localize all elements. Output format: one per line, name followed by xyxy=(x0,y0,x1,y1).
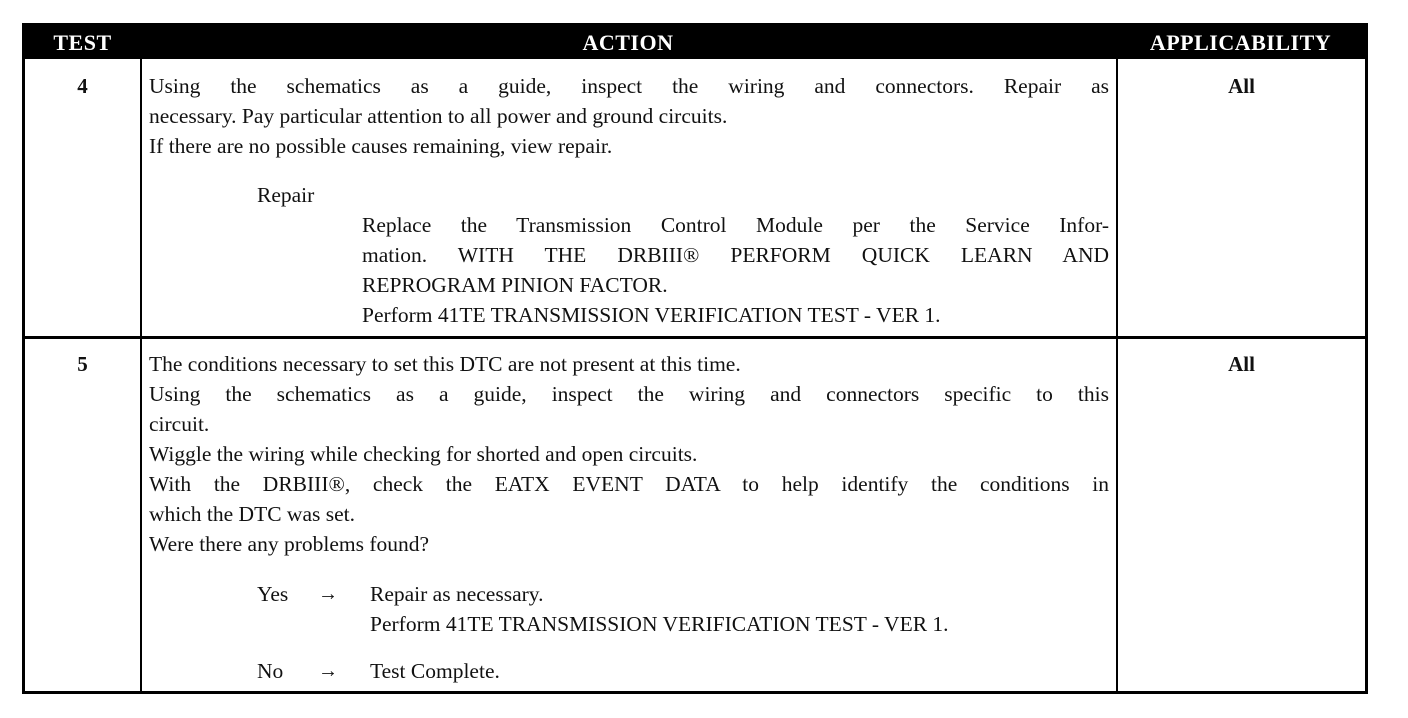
table-header xyxy=(25,26,1365,59)
no-line: Test Complete. xyxy=(370,659,500,683)
applicability-row-4: All xyxy=(1228,74,1255,98)
header-action: ACTION xyxy=(582,30,674,55)
applicability-row-5: All xyxy=(1228,352,1255,376)
repair-line: Perform 41TE TRANSMISSION VERIFICATION TEST - VER 1. xyxy=(362,303,941,327)
repair-line: Replace the Transmission Control Module per the Service Infor- xyxy=(362,213,1109,237)
action-line: Were there any problems found? xyxy=(149,532,430,556)
header-applicability: APPLICABILITY xyxy=(1149,30,1332,55)
action-line: With the DRBIII®, check the EATX EVENT DATA to help identify the conditions in xyxy=(149,472,1109,496)
no-arrow-icon: → xyxy=(318,660,338,682)
action-line: necessary. Pay particular attention to all power and ground circuits. xyxy=(149,104,728,128)
action-line: The conditions necessary to set this DTC are not present at this time. xyxy=(149,352,741,376)
repair-line: mation. WITH THE DRBIII® PERFORM QUICK LEARN AND xyxy=(362,243,1109,267)
yes-line: Repair as necessary. xyxy=(370,582,544,606)
yes-label: Yes xyxy=(257,582,289,606)
diagnostic-test-table xyxy=(22,23,1368,694)
action-line: Wiggle the wiring while checking for shorted and open circuits. xyxy=(149,442,698,466)
action-line: circuit. xyxy=(149,412,210,436)
action-line: If there are no possible causes remaining, view repair. xyxy=(149,134,613,158)
column-divider-test xyxy=(140,59,142,691)
yes-line: Perform 41TE TRANSMISSION VERIFICATION TEST - VER 1. xyxy=(370,612,949,636)
action-line: which the DTC was set. xyxy=(149,502,356,526)
test-number-5: 5 xyxy=(77,352,88,376)
header-test: TEST xyxy=(53,30,112,55)
repair-label: Repair xyxy=(257,183,315,207)
yes-arrow-icon: → xyxy=(318,583,338,605)
action-line: Using the schematics as a guide, inspect the wiring and connectors. Repair as xyxy=(149,74,1109,98)
repair-line: REPROGRAM PINION FACTOR. xyxy=(362,273,668,297)
row-divider xyxy=(25,336,1365,339)
no-label: No xyxy=(257,659,284,683)
test-number-4: 4 xyxy=(77,74,88,98)
action-line: Using the schematics as a guide, inspect the wiring and connectors specific to this xyxy=(149,382,1109,406)
